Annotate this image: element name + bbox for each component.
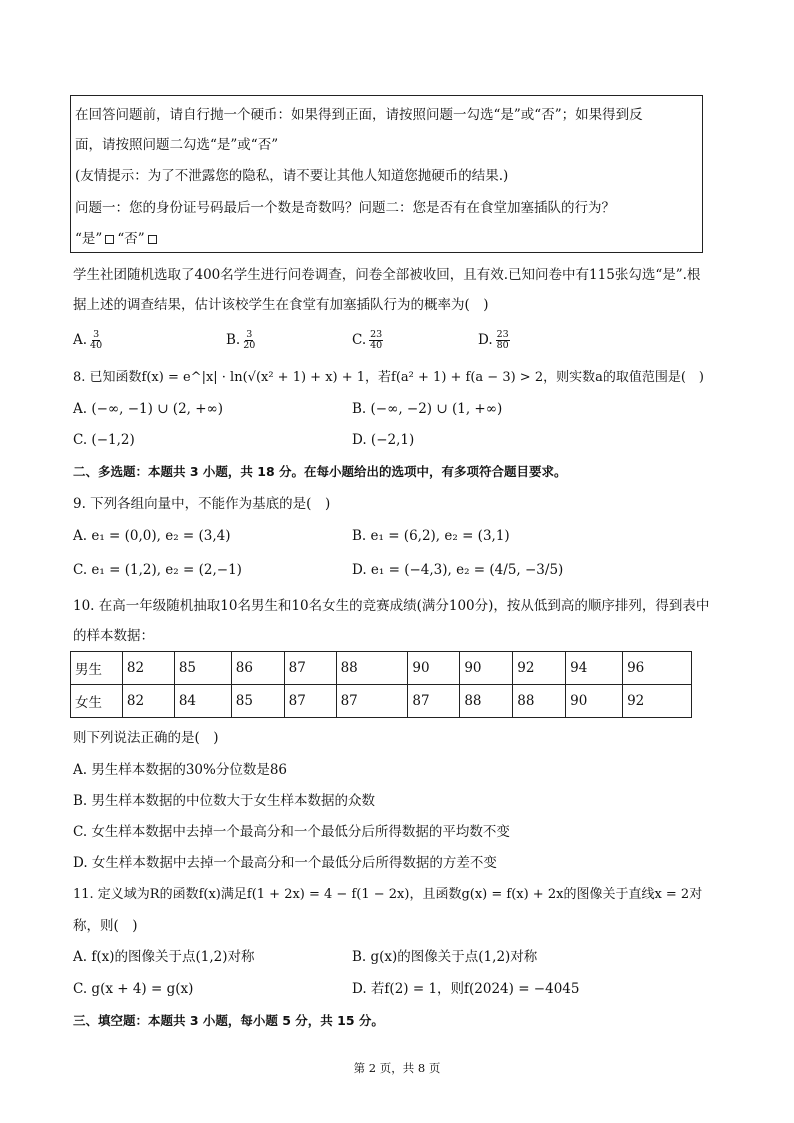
q11-option-c: C. g(x + 4) = g(x) — [73, 981, 194, 997]
no-label: “否” — [117, 231, 145, 247]
table-cell: 82 — [122, 652, 174, 685]
survey-line-2: 面，请按照问题二勾选“是”或“否” — [75, 137, 279, 153]
page-footer: 第 2 页，共 8 页 — [353, 1061, 441, 1075]
row-header: 女生 — [71, 685, 123, 718]
row-header: 男生 — [71, 652, 123, 685]
q11-option-d: D. 若f(2) = 1，则f(2024) = −4045 — [352, 981, 580, 997]
table-cell: 85 — [174, 652, 231, 685]
q10-line-1: 10. 在高一年级随机抽取10名男生和10名女生的竞赛成绩(满分100分)，按从低到高的顺序排列，得到表中 — [73, 598, 710, 614]
survey-box — [70, 95, 703, 253]
q7-option-b: B. $\frac{3}{20}$ — [226, 329, 256, 351]
q9-option-b: B. e₁ = (6,2), e₂ = (3,1) — [352, 528, 510, 544]
table-cell: 84 — [174, 685, 231, 718]
no-checkbox — [148, 235, 157, 244]
table-cell: 87 — [284, 652, 336, 685]
table-cell: 96 — [623, 652, 692, 685]
q8-option-c: C. (−1,2) — [73, 432, 135, 448]
q8-stem: 8. 已知函数f(x) = e^|x| · ln(√(x² + 1) + x) + 1，若f(a² + 1) + f(a − 3) > 2，则实数a的取值范围是( ) — [73, 370, 705, 385]
q8-option-b: B. (−∞, −2) ∪ (1, +∞) — [352, 401, 503, 417]
q11-option-b: B. g(x)的图像关于点(1,2)对称 — [352, 949, 538, 965]
table-cell: 88 — [336, 652, 408, 685]
table-cell: 88 — [460, 685, 513, 718]
q10-option-a: A. 男生样本数据的30%分位数是86 — [73, 762, 288, 778]
q10-option-d: D. 女生样本数据中去掉一个最高分和一个最低分后所得数据的方差不变 — [73, 855, 497, 871]
survey-line-1: 在回答问题前，请自行抛一个硬币：如果得到正面，请按照问题一勾选“是”或“否”；如果得到反 — [75, 107, 643, 123]
survey-line-4: 问题一：您的身份证号码最后一个数是奇数吗？问题二：您是否有在食堂加塞插队的行为？ — [75, 200, 615, 216]
survey-line-3: (友情提示：为了不泄露您的隐私，请不要让其他人知道您抛硬币的结果.) — [75, 168, 509, 184]
q10-option-c: C. 女生样本数据中去掉一个最高分和一个最低分后所得数据的平均数不变 — [73, 824, 510, 840]
q10-line-2: 的样本数据： — [73, 628, 154, 644]
table-cell: 82 — [122, 685, 174, 718]
table-cell: 92 — [513, 652, 566, 685]
q10-option-b: B. 男生样本数据的中位数大于女生样本数据的众数 — [73, 793, 376, 809]
table-cell: 87 — [408, 685, 460, 718]
table-row — [71, 685, 692, 718]
table-row — [71, 652, 692, 685]
scores-table — [70, 651, 692, 718]
survey-answer-row — [75, 230, 160, 248]
q7-option-a: A. $\frac{3}{40}$ — [73, 329, 103, 351]
q7-option-d: D. $\frac{23}{80}$ — [478, 329, 509, 351]
table-cell: 85 — [231, 685, 284, 718]
q7-line-1: 学生社团随机选取了400名学生进行问卷调查，问卷全部被收回，且有效.已知问卷中有115张勾选“是”.根 — [73, 267, 701, 283]
section-2-heading: 二、多选题：本题共 3 小题，共 18 分。在每小题给出的选项中，有多项符合题目要求。 — [73, 464, 567, 479]
table-cell: 88 — [513, 685, 566, 718]
table-cell: 92 — [623, 685, 692, 718]
table-cell: 90 — [566, 685, 623, 718]
q11-line-1: 11. 定义域为R的函数f(x)满足f(1 + 2x) = 4 − f(1 − 2x)，且函数g(x) = f(x) + 2x的图像关于直线x = 2对 — [73, 887, 703, 902]
table-cell: 86 — [231, 652, 284, 685]
q7-option-c: C. $\frac{23}{40}$ — [352, 329, 383, 351]
table-cell: 94 — [566, 652, 623, 685]
q7-line-2: 据上述的调查结果，估计该校学生在食堂有加塞插队行为的概率为( ) — [73, 297, 489, 313]
q11-option-a: A. f(x)的图像关于点(1,2)对称 — [73, 949, 255, 965]
q9-option-a: A. e₁ = (0,0), e₂ = (3,4) — [73, 528, 231, 544]
yes-checkbox — [105, 235, 114, 244]
table-cell: 90 — [408, 652, 460, 685]
section-3-heading: 三、填空题：本题共 3 小题，每小题 5 分，共 15 分。 — [73, 1013, 384, 1028]
table-cell: 87 — [336, 685, 408, 718]
q8-option-d: D. (−2,1) — [352, 432, 415, 448]
q10-ask: 则下列说法正确的是( ) — [73, 730, 219, 746]
q9-stem: 9. 下列各组向量中，不能作为基底的是( ) — [73, 496, 331, 512]
q11-line-2: 称，则( ) — [73, 918, 138, 934]
q9-option-c: C. e₁ = (1,2), e₂ = (2,−1) — [73, 562, 242, 578]
table-cell: 87 — [284, 685, 336, 718]
q8-option-a: A. (−∞, −1) ∪ (2, +∞) — [73, 401, 224, 417]
yes-label: “是” — [75, 231, 103, 247]
table-cell: 90 — [460, 652, 513, 685]
q9-option-d: D. e₁ = (−4,3), e₂ = (4/5, −3/5) — [352, 562, 564, 578]
